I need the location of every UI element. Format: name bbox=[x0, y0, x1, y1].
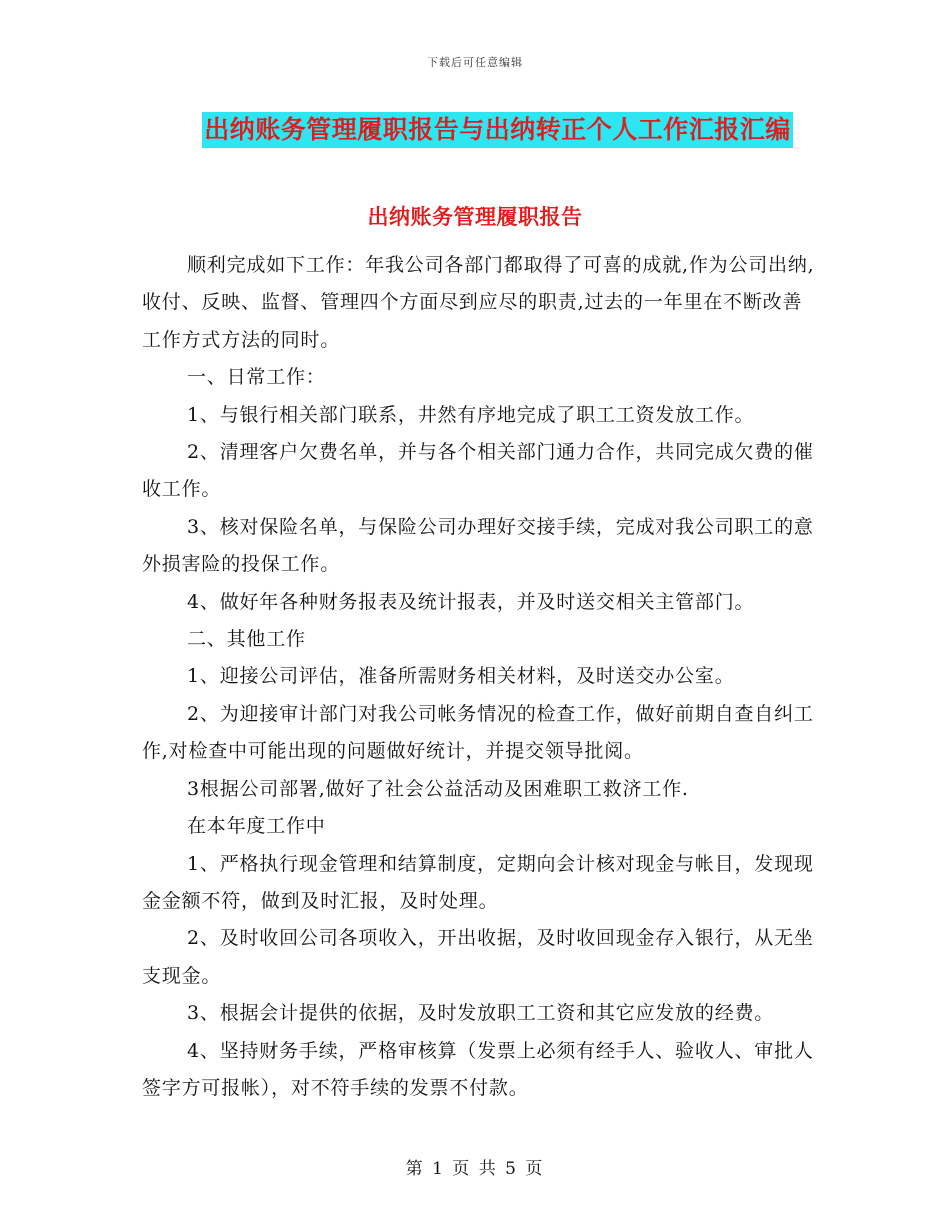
paragraph: 2、清理客户欠费名单，并与各个相关部门通力合作，共同完成欠费的催收工作。 bbox=[142, 441, 814, 501]
paragraph: 2、为迎接审计部门对我公司帐务情况的检查工作，做好前期自查自纠工作,对检查中可能出现的问题做好统计，并提交领导批阅。 bbox=[142, 702, 814, 763]
section-title: 出纳账务管理履职报告 bbox=[367, 204, 583, 229]
paragraph: 4、坚持财务手续，严格审核算（发票上必须有经手人、验收人、审批人签字方可报帐），对不符手续的发票不付款。 bbox=[142, 1039, 814, 1099]
page-number: 第 1 页 共 5 页 bbox=[405, 1159, 545, 1179]
page-header-note: 下载后可任意编辑 bbox=[427, 56, 523, 69]
paragraph: 4、做好年各种财务报表及统计报表，并及时送交相关主管部门。 bbox=[187, 590, 755, 613]
paragraph: 1、迎接公司评估，准备所需财务相关材料，及时送交办公室。 bbox=[187, 665, 735, 688]
paragraph: 3、根据会计提供的依据，及时发放职工工资和其它应发放的经费。 bbox=[187, 1002, 775, 1025]
paragraph: 1、严格执行现金管理和结算制度，定期向会计核对现金与帐目，发现现金金额不符，做到及时汇报，及时处理。 bbox=[142, 852, 814, 912]
main-title-container bbox=[0, 112, 950, 148]
paragraph: 顺利完成如下工作：年我公司各部门都取得了可喜的成就,作为公司出纳,收付、反映、监督、管理四个方面尽到应尽的职责,过去的一年里在不断改善工作方式方法的同时。 bbox=[142, 254, 815, 351]
document-body bbox=[142, 247, 822, 1107]
paragraph: 2、及时收回公司各项收入，开出收据，及时收回现金存入银行，从无坐支现金。 bbox=[142, 927, 814, 987]
paragraph: 一、日常工作： bbox=[187, 366, 326, 389]
paragraph: 3、核对保险名单，与保险公司办理好交接手续，完成对我公司职工的意外损害险的投保工作。 bbox=[142, 515, 814, 576]
main-title: 出纳账务管理履职报告与出纳转正个人工作汇报汇编 bbox=[202, 112, 793, 148]
paragraph: 1、与银行相关部门联系，井然有序地完成了职工工资发放工作。 bbox=[187, 403, 755, 426]
paragraph: 3根据公司部署,做好了社会公益活动及困难职工救济工作. bbox=[187, 777, 689, 800]
paragraph: 二、其他工作 bbox=[187, 628, 306, 651]
paragraph: 在本年度工作中 bbox=[187, 815, 326, 838]
